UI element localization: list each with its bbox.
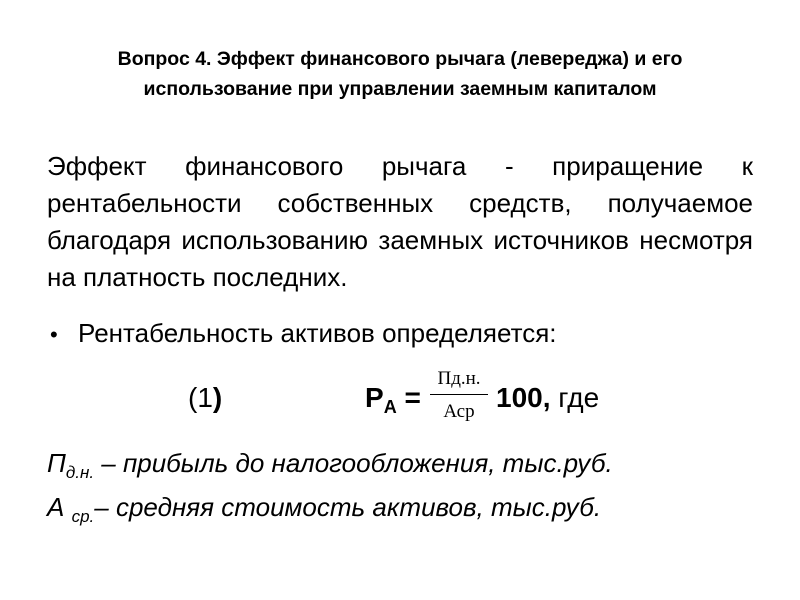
legend-profit (47, 448, 613, 483)
fraction-numerator: Пд.н. (437, 368, 481, 389)
legend-profit-text: – прибыль до налогообложения, тыс.руб. (94, 448, 613, 478)
definition-paragraph: Эффект финансового рычага - приращение к рентабельности собственных средств, получаемое благодаря использованию заемных источников несмотря на платность последних. (47, 151, 753, 292)
formula-multiplier: 100, (496, 382, 551, 413)
formula-equals: = (396, 382, 421, 413)
formula-lhs (365, 382, 421, 418)
bullet-text: Рентабельность активов определяется: (78, 318, 557, 348)
legend-assets (47, 492, 601, 527)
formula-suffix: где (550, 382, 600, 413)
legend-profit-symbol: П (47, 448, 66, 478)
formula-number-close: ) (212, 382, 223, 413)
formula-rest (496, 382, 599, 414)
formula (0, 366, 800, 436)
slide-title-line-1: Вопрос 4. Эффект финансового рычага (левереджа) и его (117, 48, 683, 70)
bullet-item (50, 316, 557, 352)
slide-title (40, 44, 760, 104)
legend-assets-text: – средняя стоимость активов, тыс.руб. (94, 492, 602, 522)
formula-lhs-subscript: А (383, 397, 397, 417)
formula-number-open: (1 (188, 382, 213, 413)
formula-lhs-symbol: Р (365, 382, 384, 413)
slide-title-line-2: использование при управлении заемным капиталом (143, 78, 657, 100)
legend-profit-subscript: д.н. (65, 463, 95, 482)
formula-number (188, 382, 222, 414)
legend-assets-symbol: А (47, 492, 72, 522)
fraction-denominator: Аср (443, 401, 475, 422)
bullet-icon: • (50, 322, 58, 347)
formula-fraction (428, 368, 490, 423)
legend-assets-subscript: ср. (71, 507, 95, 526)
